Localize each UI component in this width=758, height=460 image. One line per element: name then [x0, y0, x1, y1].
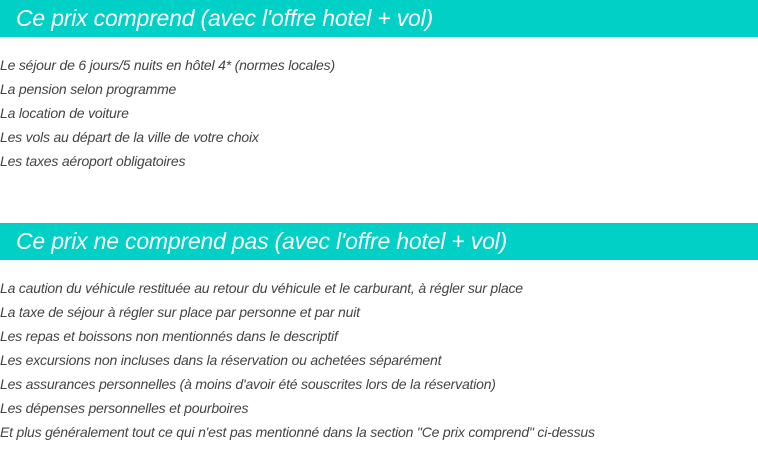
excluded-list	[0, 260, 758, 444]
list-item: La taxe de séjour à régler sur place par personne et par nuit	[0, 304, 360, 320]
list-item: Les assurances personnelles (à moins d'avoir été souscrites lors de la réservation)	[0, 376, 496, 392]
list-item: Les dépenses personnelles et pourboires	[0, 400, 249, 416]
list-item: La location de voiture	[0, 105, 129, 121]
list-item: La pension selon programme	[0, 81, 177, 97]
list-item: Les vols au départ de la ville de votre choix	[0, 129, 259, 145]
list-item: Les taxes aéroport obligatoires	[0, 153, 186, 169]
list-item: Le séjour de 6 jours/5 nuits en hôtel 4* (normes locales)	[0, 57, 335, 73]
list-item: Les repas et boissons non mentionnés dans le descriptif	[0, 328, 338, 344]
list-item: La caution du véhicule restituée au retour du véhicule et le carburant, à régler sur place	[0, 280, 523, 296]
included-list	[0, 37, 758, 173]
included-section-title: Ce prix comprend (avec l'offre hotel + vol)	[0, 0, 758, 37]
included-section	[0, 0, 758, 173]
list-item: Les excursions non incluses dans la réservation ou achetées séparément	[0, 352, 442, 368]
excluded-section	[0, 223, 758, 444]
list-item: Et plus généralement tout ce qui n'est pas mentionné dans la section "Ce prix comprend" ci-dessus	[0, 424, 595, 440]
excluded-section-title: Ce prix ne comprend pas (avec l'offre hotel + vol)	[0, 223, 758, 260]
